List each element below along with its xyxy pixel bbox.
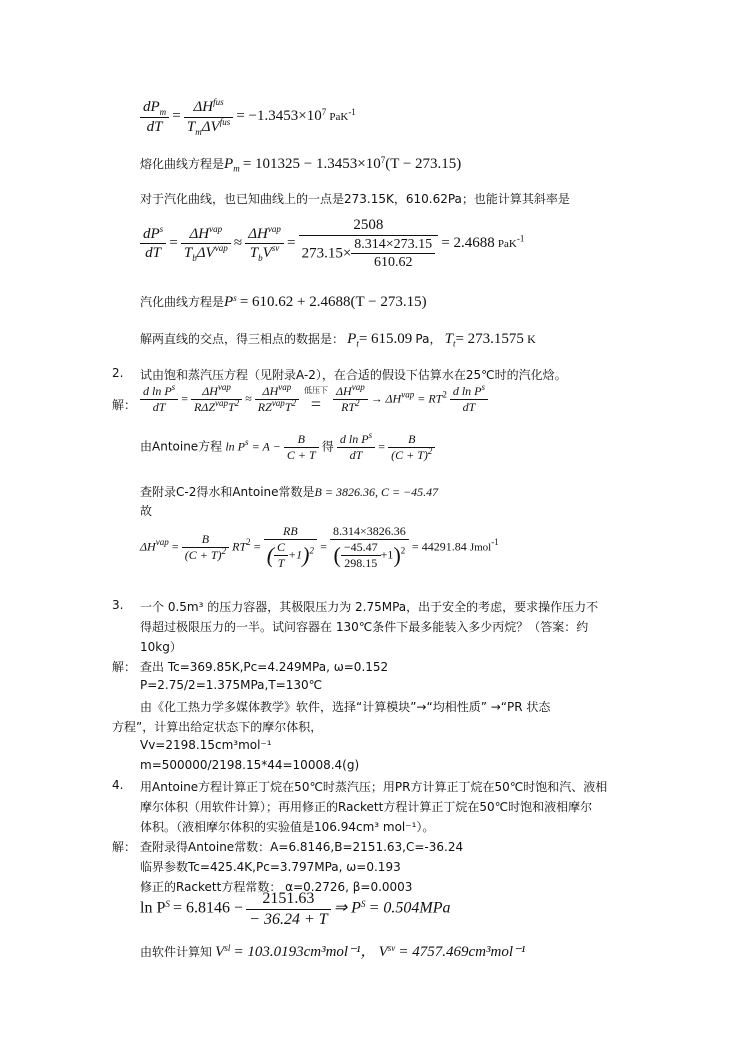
eq-text: ΔH xyxy=(193,99,214,115)
eq-unit: Pa， xyxy=(415,332,442,346)
frac: 8.314×3826.36 ( $\frac{-45.47}{298.15}$ +1)$^2$ xyxy=(330,524,409,571)
eq-text: 8.314×273.15 xyxy=(351,236,435,255)
question-4-line: 摩尔体积（用软件计算）；再用修正的Rackett方程计算正丁烷在50℃时饱和液相摩尔 xyxy=(140,800,593,814)
eq-sup: vap xyxy=(351,382,365,392)
solution-line: 临界参数Tc=425.4K,Pc=3.797MPa, ω=0.193 xyxy=(140,860,401,874)
eq-text: ΔH xyxy=(202,384,218,398)
eq-text: dT xyxy=(152,400,166,414)
eq-sup: s xyxy=(159,223,164,234)
eq-sup: s xyxy=(171,382,176,392)
eq-sup: -1 xyxy=(348,106,356,117)
eq-sub: t xyxy=(356,338,359,349)
eq-text: B xyxy=(182,532,229,548)
eq-sup: vap xyxy=(271,398,285,408)
eq-sup: 2 xyxy=(355,398,360,408)
eq-text: = 273.1575 xyxy=(455,331,524,347)
eq-text: P xyxy=(224,294,234,310)
eq-sup: -1 xyxy=(491,537,499,548)
eq-sup: vap xyxy=(214,243,228,254)
melt-label: 熔化曲线方程是 xyxy=(140,157,225,171)
eq-text: −45.47 xyxy=(341,540,381,556)
equation-vapor-slope: $\frac{dP^s}{dT}$ = $\frac{\Delta H^{vap}}{T_b\Delta V^{vap}}$ ≈ $\frac{\Delta H^{vap}}{T_bV^{sv}}$ = 2508 273.15× $\frac{8.314\times 273.15}{610.62}$ = 2.4688 PaK$^{-1}$ xyxy=(140,216,524,272)
eq-text: B = 3826.36, C = −45.47 xyxy=(314,485,439,499)
eq-text: P xyxy=(347,331,357,347)
eq-text: ΔH xyxy=(140,539,156,554)
solution-line: m=500000/2198.15*44=10008.4(g) xyxy=(140,758,360,772)
eq-text: 2508 xyxy=(299,216,439,236)
triple-point xyxy=(140,330,536,348)
eq-text: (C + T) xyxy=(391,448,428,462)
eq-text: = A − xyxy=(251,439,281,454)
frac xyxy=(181,225,231,264)
eq-sup: fus xyxy=(219,116,231,127)
eq-text: RB xyxy=(264,524,317,540)
eq-sub: b xyxy=(258,253,263,264)
eq-text: B xyxy=(284,432,319,448)
frac xyxy=(140,384,178,415)
antoine-equation: 由Antoine方程 $\ln P^s = A$ − $\frac{B}{C + T}$ 得 $\frac{d \ln P^s}{dT}$ = $\frac{B}{(C + T)^2}$ xyxy=(140,432,435,463)
solution-line: 修正的Rackett方程常数： α=0.2726, β=0.0003 xyxy=(140,880,413,894)
eq-sub: m xyxy=(159,107,167,117)
eq-text: ΔH xyxy=(248,225,268,242)
frac: RB ( $\frac{C}{T}$ +1)$^2$ xyxy=(264,524,317,571)
question-2-number: 2. xyxy=(112,366,124,380)
question-2-text: 试由饱和蒸汽压方程（见附录A-2），在合适的假设下估算水在25℃时的汽化焓。 xyxy=(140,368,567,382)
lookup-label: 查附录C-2得水和Antoine常数是 xyxy=(140,485,315,499)
eq-sup: S xyxy=(165,899,170,910)
frac xyxy=(140,225,166,264)
frac xyxy=(341,540,381,571)
eq-sup: 7 xyxy=(380,154,386,165)
eq-text: P xyxy=(224,156,234,172)
eq-text: dP xyxy=(143,225,160,242)
eq-sup: sv xyxy=(271,243,280,254)
eq-sup: s xyxy=(244,437,249,448)
eq-sup: -1 xyxy=(516,233,525,244)
eq-text: − 36.24 + T xyxy=(249,911,328,928)
frac xyxy=(337,432,375,463)
solution-line: Vv=2198.15cm³mol⁻¹ xyxy=(140,738,272,752)
eq-sub: m xyxy=(195,126,202,137)
frac xyxy=(450,384,488,415)
antoine-constants xyxy=(140,483,438,500)
eq-sup: 2 xyxy=(246,537,251,548)
eq-text: ΔH xyxy=(262,384,279,398)
eq-text: d ln P xyxy=(339,432,369,446)
eq-text: +1 xyxy=(288,547,303,562)
eq-text: B xyxy=(388,432,435,448)
eq-sup: s xyxy=(481,382,486,392)
eq-text: T xyxy=(186,118,196,135)
eq-sup: vap xyxy=(267,223,281,234)
eq-text: RΔZ xyxy=(193,400,216,414)
question-3-line: 10kg） xyxy=(140,640,182,654)
question-3-line: 得超过极限压力的一半。试问容器在 130℃条件下最多能装入多少丙烷？（答案：约 xyxy=(140,620,589,634)
equation-enthalpy-result: $\Delta H^{vap}$ = $\frac{B}{(C + T)^2}$ $RT^2$ = RB ( $\frac{C}{T}$ +1)$^2$ = 8.314×3826.36 ( $\frac{-45.47}{298.15}$ +1)$^2$ = 44291.84 Jmol$^{-1}$ xyxy=(140,524,499,570)
eq-sup: 2 xyxy=(442,389,447,400)
eq-text: T xyxy=(183,245,193,262)
low-pressure-note: 低压下 xyxy=(304,385,328,395)
eq-text: ln P xyxy=(140,899,166,917)
eq-sup: vap xyxy=(278,382,292,392)
eq-text: +1 xyxy=(380,547,394,562)
eq-sup: s xyxy=(368,430,373,440)
solution-line: 查出 Tc=369.85K,Pc=4.249MPa, ω=0.152 xyxy=(140,660,389,674)
eq-text: T xyxy=(277,556,285,570)
equation-clapeyron: $\frac{d \ln P^s}{dT}$ = $\frac{\Delta H^{vap}}{R\Delta Z^{vap}T^2}$ ≈ $\frac{\Delta H^{vap}}{RZ^{vap}T^2}$ 低压下 = $\frac{\Delta H^{vap}}{RT^2}$ → $\Delta H^{vap} = RT^2$ $\frac{d \ln P^s}{dT}$ xyxy=(140,384,488,415)
eq-sub: t xyxy=(452,338,456,349)
eq-sup: 2 xyxy=(291,398,296,408)
eq-text: = 4757.469cm³mol⁻¹ xyxy=(398,944,526,960)
eq-text: ΔV xyxy=(196,245,215,262)
frac xyxy=(284,432,319,463)
eq-text: T xyxy=(249,245,259,262)
eq-sup: vap xyxy=(401,389,415,400)
eq-text: 8.314×3826.36 xyxy=(330,524,409,540)
eq-text: = 6.8146 − xyxy=(172,899,244,917)
eq-text: V xyxy=(215,944,225,960)
vapor-curve-equation xyxy=(140,293,427,311)
melt-curve-equation xyxy=(140,155,461,173)
eq-text: ln P xyxy=(225,439,245,454)
triple-label: 解两直线的交点，得三相点的数据是： xyxy=(140,332,345,346)
frac xyxy=(245,225,284,264)
frac xyxy=(274,540,288,571)
eq-text: ΔH xyxy=(336,384,352,398)
eq-text: (T − 273.15) xyxy=(385,156,462,172)
eq-text: V xyxy=(262,245,272,262)
eq-sup: 2 xyxy=(221,546,227,556)
solution-label: 解： xyxy=(112,398,137,412)
question-4-number: 4. xyxy=(112,778,124,792)
eq-text: T xyxy=(444,331,453,347)
eq-text: ΔV xyxy=(201,118,220,135)
eq-sub: m xyxy=(233,163,240,174)
vap-intro: 对于汽化曲线，也已知曲线上的一点是273.15K，610.62Pa；也能计算其斜率是 xyxy=(140,192,570,206)
eq-text: C + T xyxy=(286,448,316,462)
frac xyxy=(333,384,368,415)
frac-dh-fus xyxy=(184,98,233,137)
eq-text: ⇒ P xyxy=(333,899,361,917)
eq-text: = RT xyxy=(417,391,443,406)
frac xyxy=(388,432,435,463)
eq-text: d ln P xyxy=(452,384,482,398)
antoine-label: 由Antoine方程 xyxy=(140,439,223,454)
eq-text: 2151.63 xyxy=(246,889,331,910)
eq-sup: sl xyxy=(224,942,231,953)
solution-label: 解： xyxy=(112,660,137,674)
question-4-line: 用Antoine方程计算正丁烷在50℃时蒸汽压；用PR方计算正丁烷在50℃时饱和汽、液相 xyxy=(140,780,608,794)
question-3-line: 一个 0.5m³ 的压力容器，其极限压力为 2.75MPa，出于安全的考虑，要求操作压力不 xyxy=(140,600,599,614)
eq-text: RT xyxy=(341,400,356,414)
frac xyxy=(299,216,439,272)
eq-text: = 615.09 xyxy=(358,331,413,347)
eq-sup: fus xyxy=(213,97,224,107)
solution-label: 解： xyxy=(112,840,137,854)
eq-sup: vap xyxy=(217,382,231,392)
eq-text: dP xyxy=(143,99,160,115)
solution-line: 查附录得Antoine常数：A=6.8146,B=2151.63,C=-36.24 xyxy=(140,840,464,854)
eq-result: = 2.4688 xyxy=(441,234,495,251)
solution-line: 由《化工热力学多媒体教学》软件，选择“计算模块”→“均相性质” →“PR 状态 xyxy=(140,700,551,714)
eq-text: dT xyxy=(349,448,363,462)
eq-text: RT xyxy=(232,539,247,554)
frac-dpm-dt xyxy=(140,98,169,137)
eq-text: dT xyxy=(146,118,163,135)
eq-result: = −1.3453×10 xyxy=(236,108,322,125)
equation-vapor-pressure xyxy=(140,889,450,930)
solution-line: 方程”，计算出给定状态下的摩尔体积， xyxy=(112,720,323,734)
eq-text: ≈ xyxy=(233,234,243,251)
frac xyxy=(351,236,435,272)
eq-text: 298.15 xyxy=(344,556,378,570)
eq-text: T xyxy=(228,400,235,414)
get-label: 得 xyxy=(321,439,334,454)
eq-sup: sv xyxy=(387,942,396,953)
eq-sup: vap xyxy=(155,537,169,548)
eq-text: = 610.62 + 2.4688(T − 273.15) xyxy=(239,294,427,310)
eq-unit: PaK xyxy=(497,237,517,250)
software-label: 由软件计算知 xyxy=(140,945,213,959)
software-volumes xyxy=(140,940,525,961)
eq-unit: K xyxy=(527,332,536,346)
eq-text: = 103.0193cm³mol⁻¹， xyxy=(233,944,376,960)
eq-text: C xyxy=(274,540,288,556)
eq-text: (C + T) xyxy=(184,548,222,562)
eq-unit: PaK xyxy=(329,111,349,124)
solution-line: P=2.75/2=1.375MPa,T=130℃ xyxy=(140,678,323,692)
eq-text: dT xyxy=(462,400,476,414)
eq-sup: 7 xyxy=(321,106,327,117)
vap-label: 汽化曲线方程是 xyxy=(140,295,225,309)
eq-sup: s xyxy=(233,292,237,303)
eq-text: → ΔH xyxy=(370,391,402,406)
therefore-label: 故 xyxy=(140,504,153,518)
eq-text: T xyxy=(284,400,292,414)
eq-sup: 2 xyxy=(427,446,433,456)
eq-sup: S xyxy=(360,899,366,910)
frac xyxy=(182,532,229,563)
eq-text: RZ xyxy=(257,400,272,414)
equation-fusion-slope: $\frac{dP_m}{dT}$ = $\frac{\Delta H^{fus}}{T_m\Delta V^{fus}}$ = $-1.3453\times 10^7$ PaK$^{-1}$ xyxy=(140,98,356,137)
eq-text: = 101325 − 1.3453×10 xyxy=(242,156,381,172)
question-3-number: 3. xyxy=(112,598,124,612)
eq-text: ΔH xyxy=(189,225,210,242)
eq-text: 273.15× xyxy=(301,245,352,262)
low-pressure-equals: 低压下 = xyxy=(304,385,328,414)
eq-result: = 44291.84 xyxy=(411,539,467,554)
eq-text: 610.62 xyxy=(373,255,413,271)
eq-sup: vap xyxy=(215,398,229,408)
eq-sup: 2 xyxy=(234,398,240,408)
eq-sub: b xyxy=(192,253,197,264)
eq-sup: vap xyxy=(209,223,223,234)
frac xyxy=(246,889,331,930)
eq-text: V xyxy=(378,944,388,960)
frac xyxy=(191,384,242,415)
eq-text: d ln P xyxy=(143,384,172,398)
eq-unit: Jmol xyxy=(469,541,492,554)
question-4-line: 体积。（液相摩尔体积的实验值是106.94cm³ mol⁻¹）。 xyxy=(140,820,435,834)
eq-result: = 0.504MPa xyxy=(368,899,451,917)
eq-text: dT xyxy=(145,245,162,262)
frac xyxy=(255,384,299,415)
